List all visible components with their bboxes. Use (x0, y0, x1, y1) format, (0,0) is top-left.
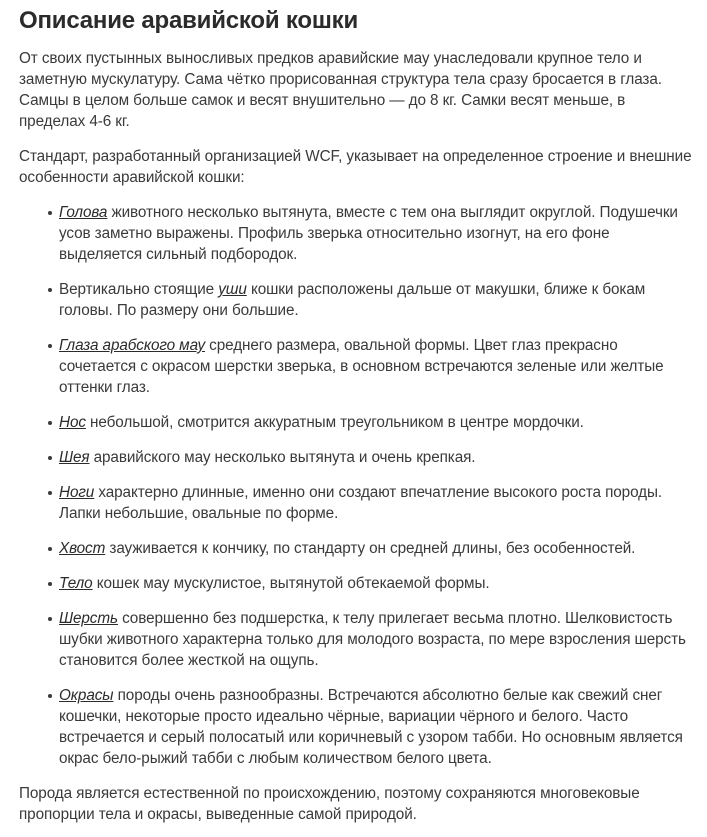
list-item (59, 279, 693, 321)
feature-link-coat[interactable]: Шерсть (59, 610, 118, 627)
list-item (59, 685, 693, 769)
list-item (59, 573, 693, 594)
section-title: Описание аравийской кошки (19, 7, 359, 34)
feature-link-head[interactable]: Голова (59, 204, 108, 221)
feature-link-nose[interactable]: Нос (59, 414, 86, 431)
feature-link-ears[interactable]: уши (218, 281, 247, 298)
standard-paragraph: Стандарт, разработанный организацией WCF, указывает на определенное строение и внешние особенности аравийской кошки: (19, 148, 692, 186)
feature-text: аравийского мау несколько вытянута и очень крепкая. (89, 449, 476, 466)
feature-text: Вертикально стоящие (59, 281, 219, 298)
feature-text: характерно длинные, именно они создают впечатление высокого роста породы. Лапки небольшие, овальные по форме. (59, 484, 663, 522)
list-item (59, 538, 693, 559)
list-item (59, 412, 693, 433)
feature-text: кошек мау мускулистое, вытянутой обтекаемой формы. (92, 575, 490, 592)
feature-link-body[interactable]: Тело (59, 575, 93, 592)
list-item (59, 202, 693, 265)
feature-text: зауживается к кончику, по стандарту он средней длины, без особенностей. (105, 540, 636, 557)
intro-paragraph: От своих пустынных выносливых предков аравийские мау унаследовали крупное тело и заметную мускулатуру. Сама чётко прорисованная структура тела сразу бросается в глаза. Самцы в целом больше самок и весят внушительно — до 8 кг. Самки весят меньше, в пределах 4-6 кг. (19, 50, 662, 130)
feature-text: среднего размера, овальной формы. Цвет глаз прекрасно сочетается с окрасом шерстки зверька, в основном встречаются зеленые или желтые оттенки глаз. (59, 337, 664, 396)
feature-text: животного несколько вытянута, вместе с тем она выглядит округлой. Подушечки усов заметно выражены. Профиль зверька относительно изогнут, на его фоне выделяется сильный подбородок. (59, 204, 678, 263)
features-list (19, 202, 693, 769)
outro-paragraph: Порода является естественной по происхождению, поэтому сохраняются многовековые пропорции тела и окрасы, выведенные самой природой. (19, 785, 640, 823)
feature-link-eyes[interactable]: Глаза арабского мау (59, 337, 206, 354)
feature-link-tail[interactable]: Хвост (59, 540, 106, 557)
feature-link-colors[interactable]: Окрасы (59, 687, 114, 704)
feature-text: породы очень разнообразны. Встречаются абсолютно белые как свежий снег кошечки, некоторые просто идеально чёрные, вариации чёрного и белого. Часто встречается и серый полосатый или коричневый с узором табби. Но основным является окрас бело-рыжий табби с любым количеством белого цвета. (59, 687, 683, 767)
feature-link-legs[interactable]: Ноги (59, 484, 95, 501)
list-item (59, 482, 693, 524)
list-item (59, 335, 693, 398)
list-item (59, 447, 693, 468)
list-item (59, 608, 693, 671)
feature-link-neck[interactable]: Шея (59, 449, 90, 466)
feature-text: небольшой, смотрится аккуратным треугольником в центре мордочки. (85, 414, 584, 431)
feature-text: кошки расположены дальше от макушки, ближе к бокам головы. По размеру они большие. (59, 281, 646, 319)
feature-text: совершенно без подшерстка, к телу прилегает весьма плотно. Шелковистость шубки животного характерна только для молодого возраста, по мере взросления шерсть становится более жесткой на ощупь. (59, 610, 686, 669)
